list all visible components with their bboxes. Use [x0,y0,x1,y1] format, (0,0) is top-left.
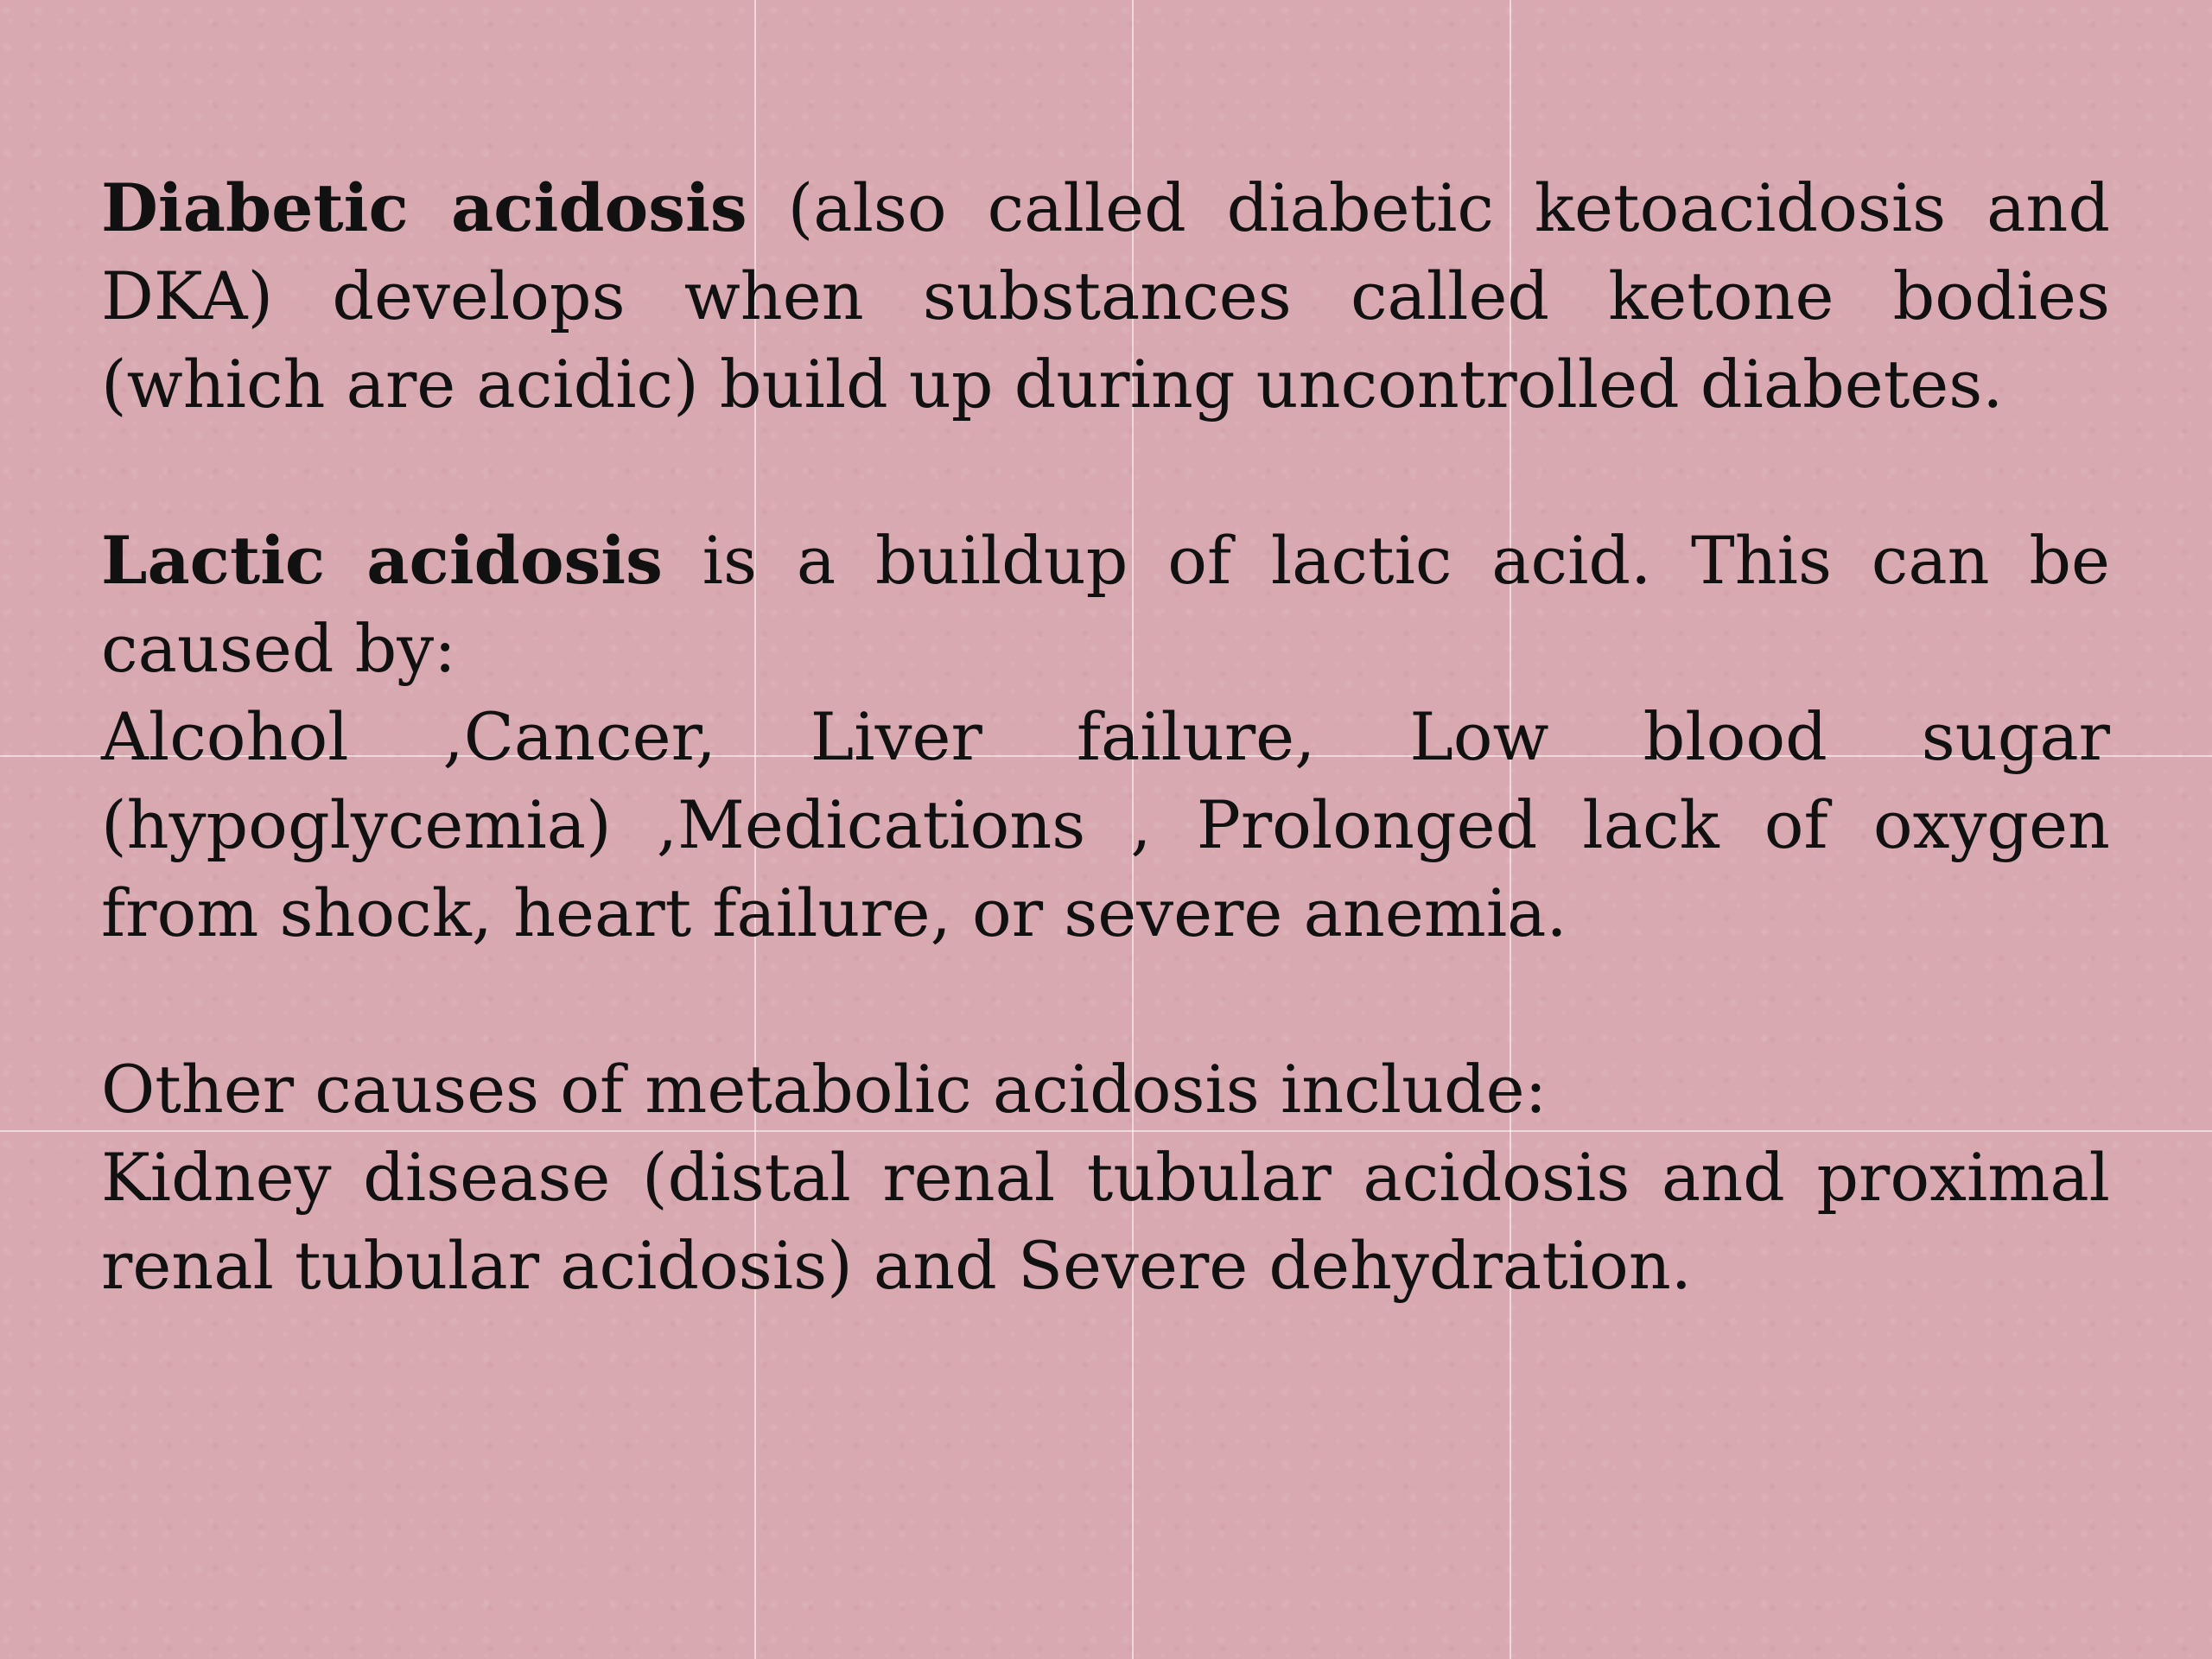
other-causes-paragraph [101,1046,2110,1310]
lactic-acidosis-term: Lactic acidosis [101,522,663,599]
lactic-acidosis-causes: Alcohol ,Cancer, Liver failure, Low blood sugar (hypoglycemia) ,Medications , Prolonged lack of oxygen from shock, heart failure, or severe anemia. [101,698,2110,951]
other-causes-heading: Other causes of metabolic acidosis include: [101,1051,1548,1128]
other-causes-text: Kidney disease (distal renal tubular acidosis and proximal renal tubular acidosis) and Severe dehydration. [101,1139,2110,1304]
slide-text-body [101,164,2110,1398]
diabetic-acidosis-paragraph [101,164,2110,429]
diabetic-acidosis-term: Diabetic acidosis [101,169,747,246]
lactic-acidosis-text: is a buildup of lactic acid. This can be caused by: [101,522,2110,687]
diabetic-acidosis-text: (also called diabetic ketoacidosis and DKA) develops when substances called ketone bodies (which are acidic) build up during uncontrolled diabetes. [101,169,2110,423]
lactic-acidosis-paragraph [101,517,2110,957]
